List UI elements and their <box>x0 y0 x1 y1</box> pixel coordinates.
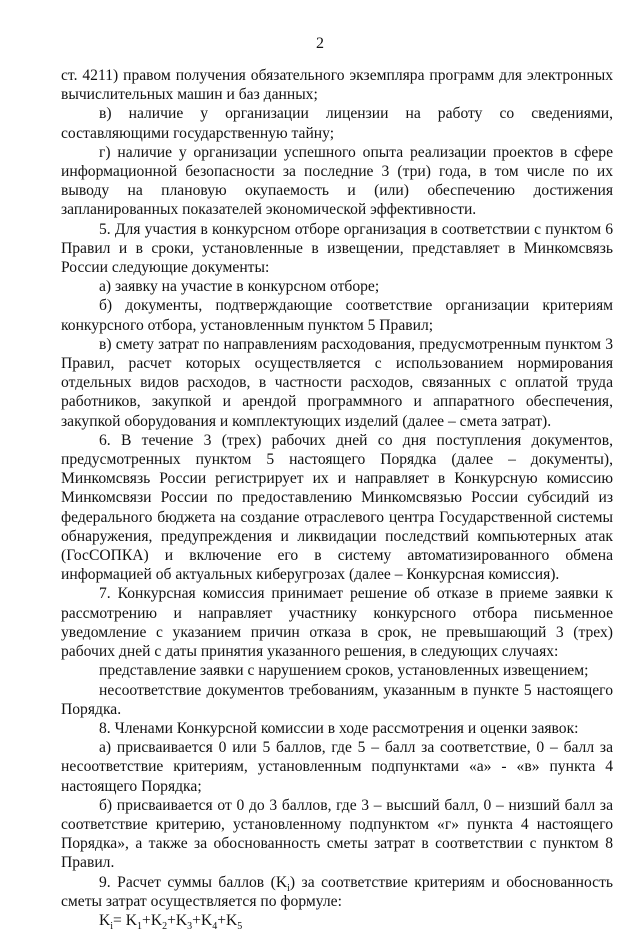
paragraph-9 <box>61 873 613 911</box>
formula-term-5-subscript: 5 <box>237 921 243 932</box>
paragraph-7: 7. Конкурсная комиссия принимает решение об отказе в приеме заявки к рассмотрению и направляет участнику конкурсного отбора письменное уведомление с указанием причин отказа в срок, не превышающий 3 (трех) рабочих дней с даты принятия указанного решения, в следующих случаях: <box>61 585 613 661</box>
paragraph-9-end: ) за соответствие критериям и обоснованность сметы затрат осуществляется по формуле: <box>61 873 613 910</box>
formula-lhs-subscript: i <box>110 921 114 932</box>
paragraph-6: 6. В течение 3 (трех) рабочих дней со дня поступления документов, предусмотренных пунктом 5 настоящего Порядка (далее – документы), Минкомсвязь России регистрирует их и направляет в Конкурсную комиссию Минкомсвязи России по предоставлению Минкомсвязью России субсидий из федерального бюджета на создание отраслевого центра Государственной системы обнаружения, предупреждения и ликвидации последствий компьютерных атак (ГосСОПКА) и включение его в систему автоматизированного обмена информацией об актуальных киберугрозах (далее – Конкурсная комиссия). <box>61 431 613 584</box>
paragraph-8: 8. Членами Конкурсной комиссии в ходе рассмотрения и оценки заявок: <box>99 719 579 737</box>
formula-term-2-subscript: 2 <box>162 921 168 932</box>
formula-term-4: K <box>200 911 213 929</box>
formula-term-1-subscript: 1 <box>137 921 143 932</box>
formula-lhs: K <box>99 911 111 929</box>
paragraph-5v: в) смету затрат по направлениям расходования, предусмотренным пунктом 3 Правил, расчет которых осуществляется с использованием нормирования отдельных видов расходов, в частности расходов, связанных с оплатой труда работников, закупкой и арендой программного и аппаратного обеспечения, закупкой оборудования и комплектующих изделий (далее – смета затрат). <box>61 335 613 430</box>
formula-term-5: K <box>226 911 238 929</box>
document-body <box>61 66 613 930</box>
formula-equals: = <box>113 911 126 929</box>
paragraph-7-case-1: представление заявки с нарушением сроков, установленных извещением; <box>99 662 589 680</box>
formula-op-4: + <box>217 911 226 929</box>
paragraph-5: 5. Для участия в конкурсном отборе организация в соответствии с пунктом 6 Правил и в сроки, установленные в извещении, представляет в Минкомсвязь России следующие документы: <box>61 220 613 277</box>
paragraph-5a: а) заявку на участие в конкурсном отборе; <box>99 278 380 296</box>
paragraph-8a: а) присваивается 0 или 5 баллов, где 5 – балл за соответствие, 0 – балл за несоответствие критериям, установленным подпунктами «а» - «в» пункта 4 настоящего Порядка; <box>61 739 613 795</box>
formula-op-1: + <box>142 911 151 929</box>
formula-op-3: + <box>192 911 201 929</box>
paragraph-9-subscript: i <box>287 882 290 894</box>
paragraph-4g-experience: г) наличие у организации успешного опыта реализации проектов в сфере информационной безопасности за последние 3 (три) года, в том числе по их выводу на плановую окупаемость и (или) обеспечению достижения запланированных показателей экономической эффективности. <box>61 143 613 219</box>
formula-term-3-subscript: 3 <box>187 921 193 932</box>
paragraph-8b: б) присваивается от 0 до 3 баллов, где 3 – высший балл, 0 – низший балл за соответствие критерию, установленному подпунктом «г» пункта 4 настоящего Порядка», а также за обоснованность сметы затрат в соответствии с пунктом 8 Правил. <box>61 796 613 872</box>
page-number: 2 <box>316 35 324 52</box>
formula-term-3: K <box>175 911 188 929</box>
paragraph-7-case-2: несоответствие документов требованиям, указанным в пункте 5 настоящего Порядка. <box>61 681 613 718</box>
score-formula <box>61 911 613 930</box>
formula-term-2: K <box>150 911 163 929</box>
paragraph-5b: б) документы, подтверждающие соответствие организации критериям конкурсного отбора, установленным пунктом 5 Правил; <box>61 297 613 334</box>
paragraph-cont-4211: ст. 4211) правом получения обязательного экземпляра программ для электронных вычислительных машин и баз данных; <box>61 67 613 104</box>
paragraph-9-start: 9. Расчет суммы баллов (K <box>99 873 288 891</box>
formula-op-2: + <box>167 911 176 929</box>
formula-term-4-subscript: 4 <box>212 921 218 932</box>
paragraph-4v-license: в) наличие у организации лицензии на работу со сведениями, составляющими государственную тайну; <box>61 105 613 142</box>
formula-term-1: K <box>125 911 138 929</box>
